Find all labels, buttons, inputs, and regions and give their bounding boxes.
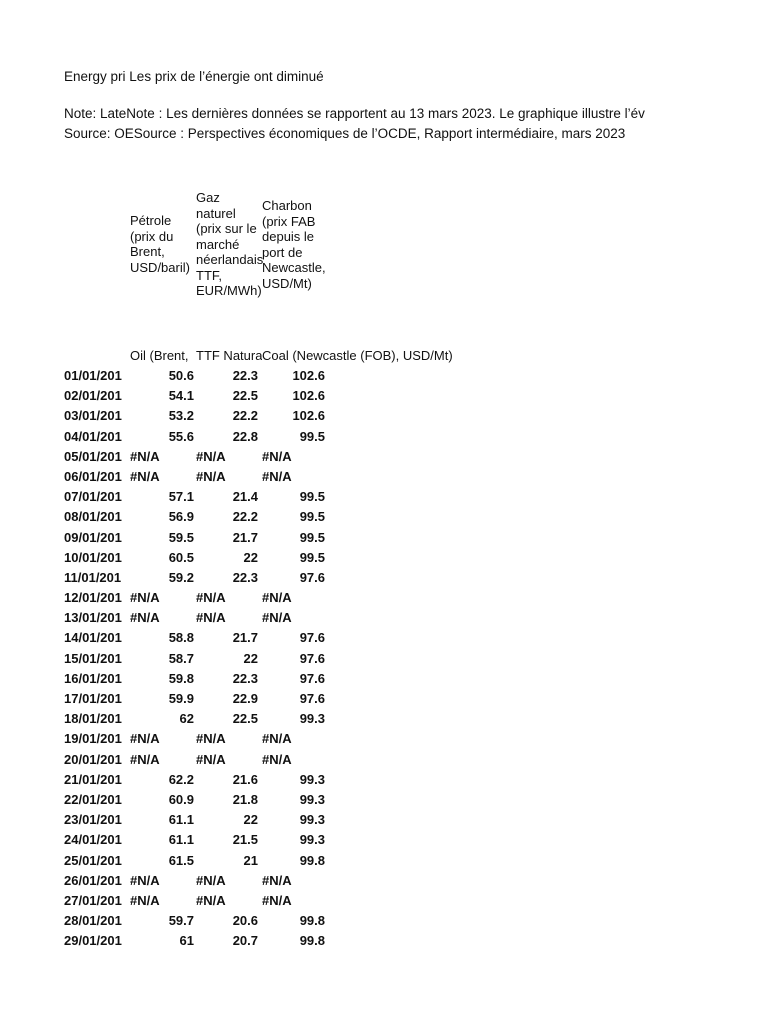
- cell-gas: 21.7: [232, 529, 258, 545]
- cell-date: 19/01/201: [64, 731, 122, 747]
- cell-gas: 22.9: [232, 691, 258, 706]
- cell-gas: 22.8: [232, 428, 258, 444]
- cell-coal: 99.3: [299, 711, 325, 727]
- cell-gas: #N/A: [196, 590, 226, 606]
- cell-coal: 99.3: [299, 771, 325, 787]
- cell-coal: 102.6: [292, 408, 325, 424]
- cell-date: 29/01/201: [64, 933, 122, 949]
- cell-date: 13/01/201: [64, 610, 122, 626]
- note-en-clipped: Note: Late: [64, 106, 127, 121]
- cell-gas: 21.7: [232, 630, 258, 646]
- cell-oil: 61.5: [168, 852, 194, 868]
- cell-oil: #N/A: [130, 872, 160, 888]
- cell-coal: 99.8: [299, 933, 325, 949]
- cell-oil: 59.2: [168, 569, 194, 585]
- cell-oil: 55.6: [168, 428, 194, 444]
- cell-oil: 61: [179, 933, 194, 949]
- cell-gas: 20.6: [232, 913, 258, 929]
- cell-gas: #N/A: [196, 610, 226, 626]
- cell-oil: 58.7: [168, 650, 194, 666]
- cell-coal: #N/A: [262, 872, 292, 888]
- source-fr: Source : Perspectives économiques de l’OCDE, Rapport intermédiaire, mars 2023: [133, 126, 626, 141]
- cell-date: 20/01/201: [64, 751, 122, 767]
- header-en-oil: Oil (Brent,: [130, 348, 189, 363]
- cell-gas: 21: [243, 852, 258, 868]
- cell-oil: 59.8: [168, 670, 194, 686]
- cell-gas: #N/A: [196, 731, 226, 747]
- header-en-coal: Coal (Newcastle (FOB), USD/Mt): [262, 348, 453, 363]
- cell-gas: 22.3: [232, 670, 258, 686]
- cell-oil: 56.9: [168, 509, 194, 525]
- cell-oil: 57.1: [168, 489, 194, 505]
- cell-date: 27/01/201: [64, 892, 122, 908]
- cell-date: 28/01/201: [64, 913, 122, 929]
- cell-gas: 22: [243, 650, 258, 666]
- cell-gas: 21.6: [232, 771, 258, 787]
- cell-gas: #N/A: [196, 448, 226, 464]
- cell-coal: 99.3: [299, 812, 325, 828]
- source-en-clipped: Source: OE: [64, 126, 134, 141]
- cell-coal: 99.5: [299, 549, 325, 565]
- cell-gas: #N/A: [196, 892, 226, 908]
- cell-date: 22/01/201: [64, 791, 122, 807]
- title-fr: Les prix de l’énergie ont diminué: [129, 69, 324, 84]
- cell-coal: 102.6: [292, 388, 325, 404]
- cell-oil: #N/A: [130, 468, 160, 484]
- cell-gas: 21.8: [232, 791, 258, 807]
- cell-date: 08/01/201: [64, 509, 122, 525]
- cell-gas: 20.7: [232, 933, 258, 949]
- cell-date: 14/01/201: [64, 630, 122, 646]
- cell-coal: 99.8: [299, 852, 325, 868]
- cell-oil: 59.7: [168, 913, 194, 929]
- cell-date: 25/01/201: [64, 852, 122, 868]
- cell-date: 10/01/201: [64, 549, 122, 565]
- cell-date: 06/01/201: [64, 468, 122, 484]
- cell-gas: #N/A: [196, 872, 226, 888]
- header-en-gas: TTF Natura: [196, 348, 262, 363]
- cell-oil: 60.5: [168, 549, 194, 565]
- cell-oil: 61.1: [168, 832, 194, 848]
- title-en-clipped: Energy pri: [64, 69, 126, 84]
- header-fr-coal: Charbon (prix FAB depuis le port de Newcastle, USD/Mt): [262, 198, 326, 291]
- cell-coal: 97.6: [299, 630, 325, 646]
- header-fr-gas: Gaz naturel (prix sur le marché néerlandais TTF, EUR/MWh): [196, 190, 264, 298]
- cell-gas: 21.4: [232, 489, 258, 505]
- cell-date: 21/01/201: [64, 771, 122, 787]
- cell-oil: 54.1: [168, 388, 194, 404]
- note-fr: Note : Les dernières données se rapportent au 13 mars 2023. Le graphique illustre l’év: [126, 106, 645, 121]
- cell-coal: 97.6: [299, 569, 325, 585]
- cell-gas: 22.3: [232, 569, 258, 585]
- cell-coal: #N/A: [262, 448, 292, 464]
- cell-oil: #N/A: [130, 892, 160, 908]
- cell-date: 15/01/201: [64, 650, 122, 666]
- cell-date: 26/01/201: [64, 872, 122, 888]
- cell-date: 18/01/201: [64, 711, 122, 727]
- cell-gas: 22: [243, 549, 258, 565]
- cell-oil: 62.2: [168, 771, 194, 787]
- cell-oil: #N/A: [130, 448, 160, 464]
- cell-oil: 53.2: [168, 408, 194, 424]
- cell-date: 07/01/201: [64, 489, 122, 505]
- cell-oil: #N/A: [130, 610, 160, 626]
- note-line: [64, 106, 645, 121]
- cell-gas: 21.5: [232, 832, 258, 848]
- cell-coal: 99.5: [299, 529, 325, 545]
- cell-oil: 60.9: [168, 791, 194, 807]
- cell-gas: #N/A: [196, 751, 226, 767]
- cell-date: 01/01/201: [64, 368, 122, 383]
- cell-coal: #N/A: [262, 590, 292, 606]
- cell-oil: 61.1: [168, 812, 194, 828]
- cell-date: 03/01/201: [64, 408, 122, 424]
- cell-gas: 22.5: [232, 388, 258, 404]
- cell-date: 02/01/201: [64, 388, 122, 404]
- cell-coal: 97.6: [299, 691, 325, 706]
- cell-date: 04/01/201: [64, 428, 122, 444]
- cell-gas: 22.3: [232, 368, 258, 383]
- source-line: [64, 126, 625, 141]
- cell-oil: #N/A: [130, 590, 160, 606]
- cell-coal: 102.6: [292, 368, 325, 383]
- cell-gas: 22.5: [232, 711, 258, 727]
- cell-coal: 99.8: [299, 913, 325, 929]
- cell-date: 16/01/201: [64, 670, 122, 686]
- cell-coal: 99.3: [299, 832, 325, 848]
- cell-date: 23/01/201: [64, 812, 122, 828]
- cell-coal: #N/A: [262, 468, 292, 484]
- cell-date: 09/01/201: [64, 529, 122, 545]
- cell-coal: 99.3: [299, 791, 325, 807]
- cell-date: 12/01/201: [64, 590, 122, 606]
- cell-coal: 97.6: [299, 670, 325, 686]
- cell-date: 17/01/201: [64, 691, 122, 706]
- cell-coal: 99.5: [299, 428, 325, 444]
- header-fr-oil: Pétrole (prix du Brent, USD/baril): [130, 213, 190, 275]
- cell-date: 05/01/201: [64, 448, 122, 464]
- cell-coal: #N/A: [262, 731, 292, 747]
- cell-oil: #N/A: [130, 751, 160, 767]
- cell-oil: 50.6: [168, 368, 194, 383]
- cell-coal: 99.5: [299, 489, 325, 505]
- cell-gas: 22: [243, 812, 258, 828]
- cell-coal: 97.6: [299, 650, 325, 666]
- cell-coal: #N/A: [262, 892, 292, 908]
- cell-date: 11/01/201: [64, 569, 122, 585]
- cell-oil: 59.9: [168, 691, 194, 706]
- cell-coal: #N/A: [262, 610, 292, 626]
- cell-date: 24/01/201: [64, 832, 122, 848]
- cell-gas: 22.2: [232, 408, 258, 424]
- title-line: [64, 69, 324, 84]
- cell-oil: 58.8: [168, 630, 194, 646]
- cell-gas: #N/A: [196, 468, 226, 484]
- cell-oil: 59.5: [168, 529, 194, 545]
- cell-coal: #N/A: [262, 751, 292, 767]
- cell-oil: #N/A: [130, 731, 160, 747]
- cell-gas: 22.2: [232, 509, 258, 525]
- cell-coal: 99.5: [299, 509, 325, 525]
- cell-oil: 62: [179, 711, 194, 727]
